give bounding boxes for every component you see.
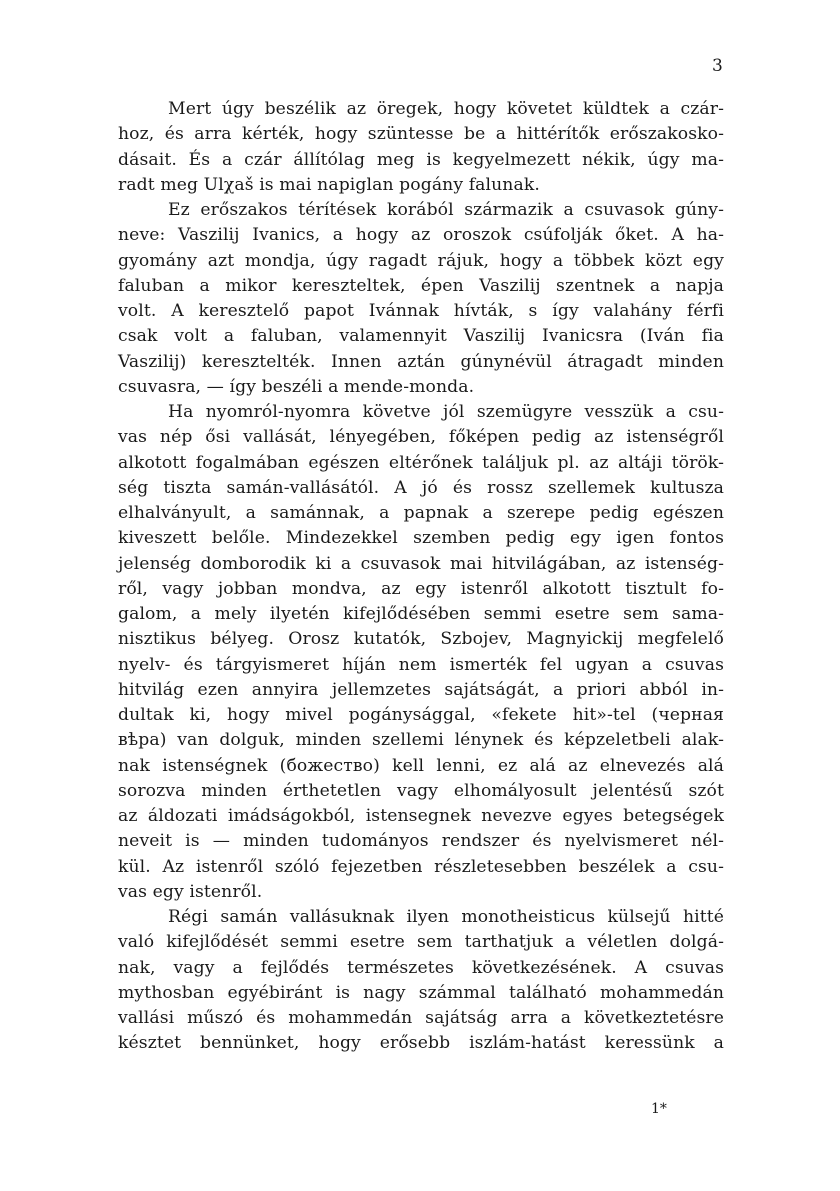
text-line: dásait. És a czár állítólag meg is kegyelmezett nékik, úgy ma-	[118, 149, 724, 170]
text-line: gyomány azt mondja, úgy ragadt rájuk, hogy a többek közt egy	[118, 250, 724, 271]
page-number: 3	[712, 56, 723, 76]
text-line: jelenség domborodik ki a csuvasok mai hitvilágában, az istenség-	[118, 553, 724, 574]
text-line: hoz, és arra kérték, hogy szüntesse be a hittérítők erőszakosko-	[118, 124, 724, 145]
text-line: вѣра) van dolguk, minden szellemi lénynek és képzeletbeli alak-	[118, 730, 724, 751]
text-line: Vaszilij) keresztelték. Innen aztán gúnynévül átragadt minden	[118, 351, 724, 372]
text-line: radt meg Ulχaš is mai napiglan pogány falunak.	[118, 174, 540, 195]
text-line: ség tiszta samán-vallásától. A jó és rossz szellemek kultusza	[118, 477, 724, 498]
text-line: ről, vagy jobban mondva, az egy istenről alkotott tisztult fo-	[118, 578, 724, 599]
text-line: nyelv- és tárgyismeret híján nem ismerték fel ugyan a csuvas	[118, 654, 724, 675]
text-line: hitvilág ezen annyira jellemzetes sajátságát, a priori abból in-	[118, 679, 724, 700]
text-line: az áldozati imádságokból, istensegnek nevezve egyes betegségek	[118, 806, 724, 826]
text-line: nak istenségnek (божество) kell lenni, ez alá az elnevezés alá	[118, 755, 724, 776]
body-text	[118, 97, 724, 1057]
text-line: mythosban egyébiránt is nagy számmal található mohammedán	[118, 982, 724, 1003]
text-line: kiveszett belőle. Mindezekkel szemben pedig egy igen fontos	[118, 528, 724, 549]
text-line: kül. Az istenről szóló fejezetben részletesebben beszélek a csu-	[118, 856, 724, 877]
text-line: Ha nyomról-nyomra követve jól szemügyre vesszük a csu-	[168, 402, 724, 422]
text-line: sorozva minden érthetetlen vagy elhomályosult jelentésű szót	[118, 780, 724, 801]
text-line: Ez erőszakos térítések korából származik a csuvasok gúny-	[168, 200, 724, 220]
text-line: vallási műszó és mohammedán sajátság arra a következtetésre	[118, 1008, 724, 1028]
text-line: faluban a mikor kereszteltek, épen Vaszilij szentnek a napja	[118, 275, 724, 296]
text-line: neve: Vaszilij Ivanics, a hogy az oroszok csúfolják őket. A ha-	[118, 225, 724, 246]
signature-mark: 1*	[651, 1101, 667, 1117]
text-line: Mert úgy beszélik az öregek, hogy követet küldtek a czár-	[168, 99, 724, 119]
text-line: való kifejlődését semmi esetre sem tarthatjuk a véletlen dolgá-	[118, 932, 724, 953]
text-line: vas nép ősi vallását, lényegében, főképen pedig az istenségről	[118, 427, 724, 448]
text-line: elhalványult, a samánnak, a papnak a szerepe pedig egészen	[118, 503, 724, 523]
text-line: Régi samán vallásuknak ilyen monotheisticus külsejű hitté	[168, 907, 724, 927]
text-line: nak, vagy a fejlődés természetes következésének. A csuvas	[118, 957, 724, 978]
text-line: galom, a mely ilyetén kifejlődésében semmi esetre sem sama-	[118, 604, 724, 624]
text-line: nisztikus bélyeg. Orosz kutatók, Szbojev, Magnyickij megfelelő	[118, 629, 724, 650]
text-line: csuvasra, — így beszéli a mende-monda.	[118, 376, 475, 397]
text-line: dultak ki, hogy mivel pogánysággal, «fekete hit»-tel (черная	[118, 705, 724, 725]
text-line: vas egy istenről.	[118, 881, 263, 902]
text-line: neveit is — minden tudományos rendszer és nyelvismeret nél-	[118, 831, 724, 852]
text-line: csak volt a faluban, valamennyit Vaszilij Ivanicsra (Iván fia	[118, 326, 724, 347]
text-line: késztet bennünket, hogy erősebb iszlám-hatást keressünk a	[118, 1033, 724, 1054]
text-line: volt. A keresztelő papot Ivánnak hívták, s így valahány férfi	[118, 301, 724, 321]
text-line: alkotott fogalmában egészen eltérőnek találjuk pl. az altáji török-	[118, 452, 724, 473]
